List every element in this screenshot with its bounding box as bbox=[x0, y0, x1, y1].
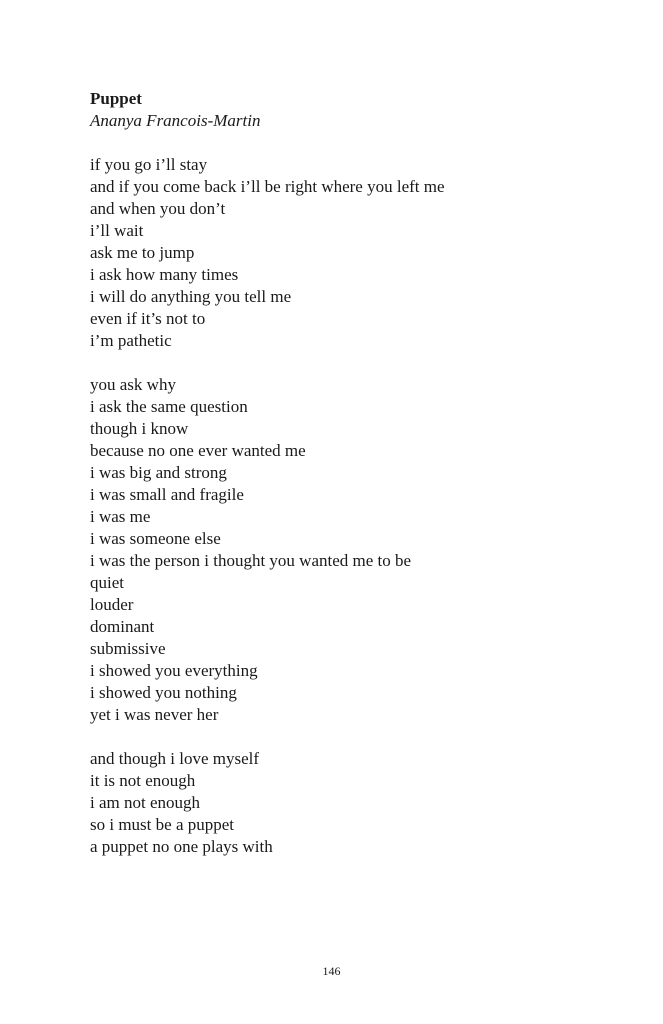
poem-line: if you go i’ll stay bbox=[90, 155, 208, 174]
poem-line: i am not enough bbox=[90, 793, 201, 812]
poem-line: you ask why bbox=[90, 375, 176, 394]
poem-line: yet i was never her bbox=[90, 705, 219, 724]
page-number: 146 bbox=[322, 964, 341, 978]
poem-line: i’m pathetic bbox=[90, 331, 172, 350]
poem-line: though i know bbox=[90, 419, 189, 438]
poem-line: i’ll wait bbox=[90, 221, 144, 240]
poem-body bbox=[90, 154, 610, 858]
poem-line: submissive bbox=[90, 639, 166, 658]
poem-line: i was the person i thought you wanted me to be bbox=[90, 551, 412, 570]
poem-title: Puppet bbox=[90, 89, 142, 108]
poem-line: so i must be a puppet bbox=[90, 815, 235, 834]
poem-line: i was someone else bbox=[90, 529, 221, 548]
poem-line: i will do anything you tell me bbox=[90, 287, 292, 306]
poem bbox=[90, 88, 610, 858]
poem-line: i showed you everything bbox=[90, 661, 258, 680]
poem-line: dominant bbox=[90, 617, 155, 636]
poem-line: and when you don’t bbox=[90, 199, 226, 218]
poem-line: quiet bbox=[90, 573, 124, 592]
stanza bbox=[90, 374, 610, 726]
stanza bbox=[90, 154, 610, 352]
poem-line: ask me to jump bbox=[90, 243, 195, 262]
poem-line: and though i love myself bbox=[90, 749, 260, 768]
poem-line: because no one ever wanted me bbox=[90, 441, 306, 460]
poem-line: and if you come back i’ll be right where you left me bbox=[90, 177, 445, 196]
stanza bbox=[90, 748, 610, 858]
poem-line: i was small and fragile bbox=[90, 485, 244, 504]
poem-line: louder bbox=[90, 595, 134, 614]
poem-line: i ask how many times bbox=[90, 265, 239, 284]
poem-line: i showed you nothing bbox=[90, 683, 237, 702]
poem-line: it is not enough bbox=[90, 771, 196, 790]
poem-line: i was big and strong bbox=[90, 463, 227, 482]
poem-line: even if it’s not to bbox=[90, 309, 206, 328]
poem-author: Ananya Francois-Martin bbox=[90, 111, 261, 130]
poem-line: i was me bbox=[90, 507, 151, 526]
poem-line: a puppet no one plays with bbox=[90, 837, 273, 856]
poem-line: i ask the same question bbox=[90, 397, 248, 416]
